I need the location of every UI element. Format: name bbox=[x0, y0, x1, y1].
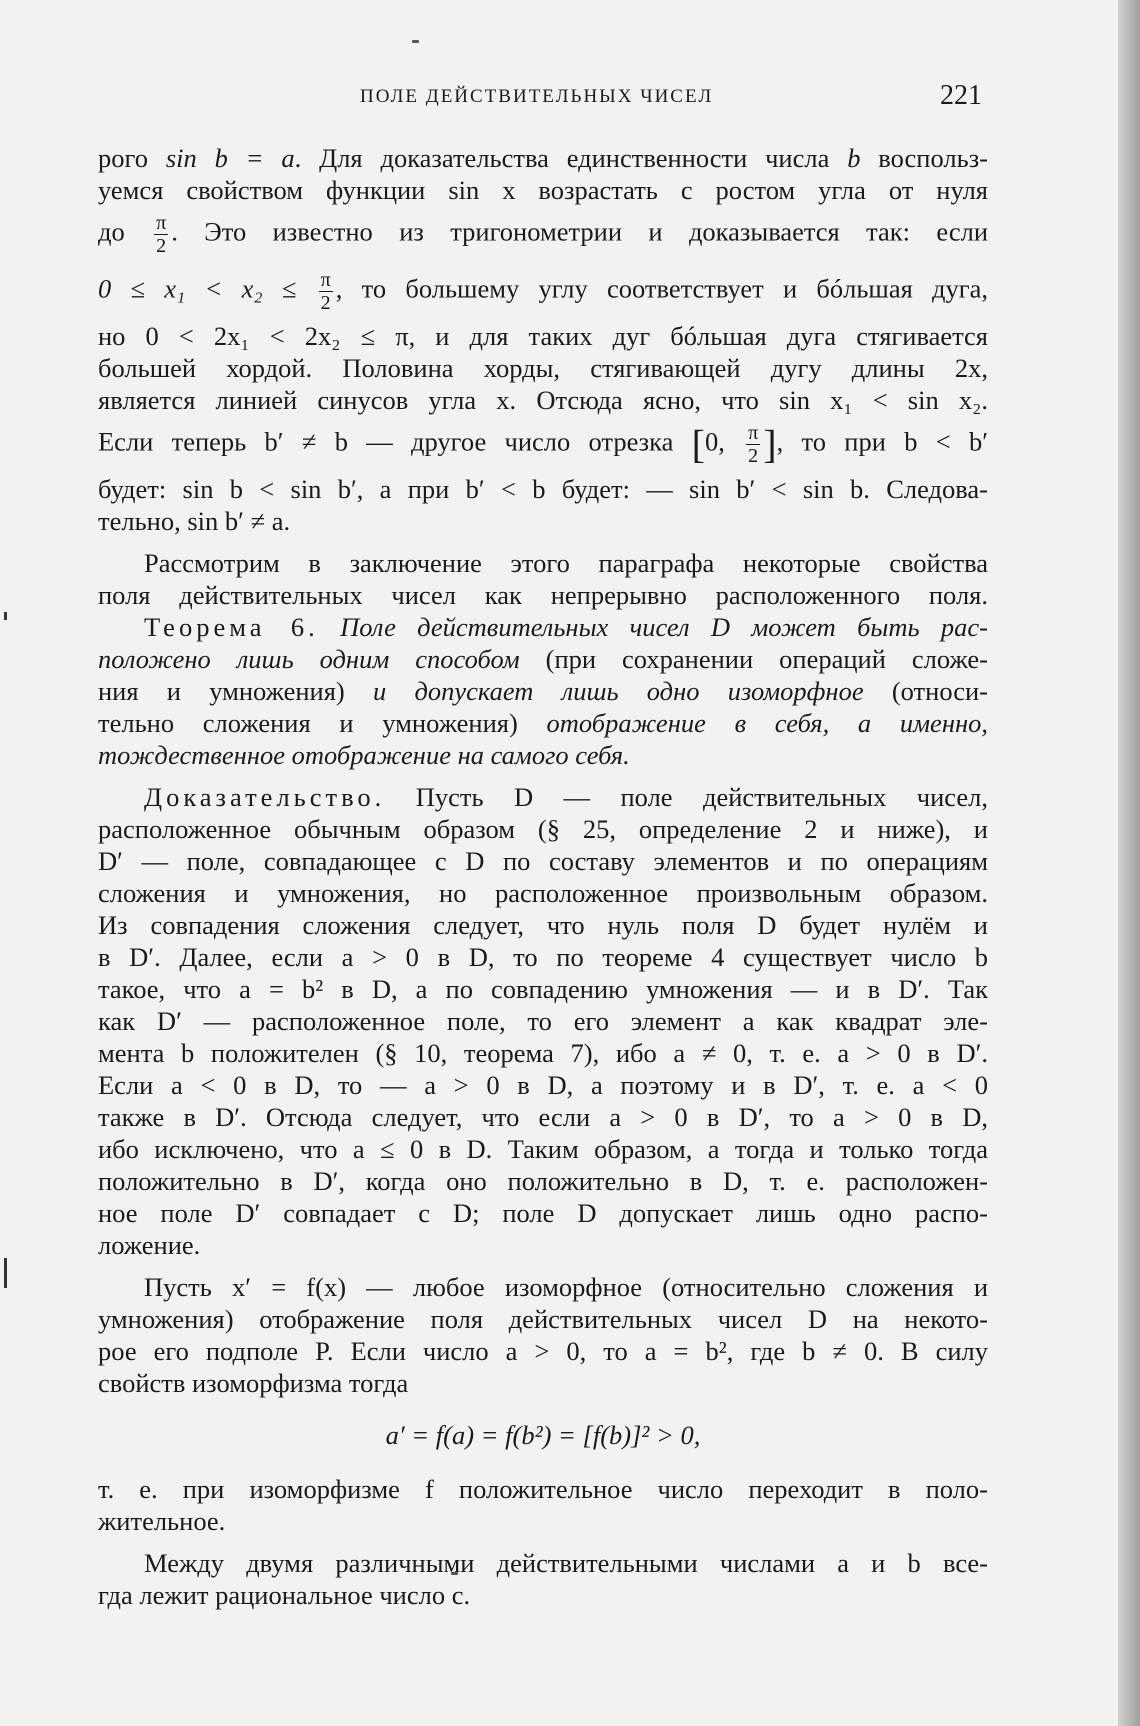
text-line: в D′. Далее, если a > 0 в D, то по теореме 4 существует число b bbox=[98, 942, 988, 972]
page-number: 221 bbox=[940, 80, 982, 111]
text-line: D′ — поле, совпадающее с D по составу элементов и по операциям bbox=[98, 846, 988, 876]
display-formula: a′ = f(a) = f(b²) = [f(b)]² > 0, bbox=[385, 1420, 701, 1450]
text-line: как D′ — расположенное поле, то его элемент a как квадрат эле- bbox=[98, 1006, 988, 1036]
text-line: положено лишь одним способом (при сохранении операций сложе- bbox=[98, 644, 988, 674]
running-head: ПОЛЕ ДЕЙСТВИТЕЛЬНЫХ ЧИСЕЛ bbox=[360, 86, 714, 107]
text-line: большей хордой. Половина хорды, стягивающей дугу длины 2x, bbox=[98, 353, 988, 383]
page-edge-shadow bbox=[1118, 0, 1140, 1726]
text-line: тельно, sin b′ ≠ a. bbox=[98, 506, 291, 536]
text-line: Пусть x′ = f(x) — любое изоморфное (относительно сложения и bbox=[144, 1272, 988, 1302]
page-header bbox=[88, 80, 988, 120]
text-line: ложение. bbox=[98, 1230, 201, 1260]
text-line: уемся свойством функции sin x возрастать с ростом угла от нуля bbox=[98, 175, 988, 205]
text-line: мента b положителен (§ 10, теорема 7), ибо a ≠ 0, т. е. a > 0 в D′. bbox=[98, 1038, 988, 1068]
text-line: но 0 < 2x₁ < 2x₂ ≤ π, и для таких дуг бóльшая дуга стягивается bbox=[98, 321, 988, 351]
text-line: 0 ≤ x₁ < x₂ ≤ $\frac{\pi}{2}$ , то большему углу соответствует и бóльшая дуга, bbox=[98, 269, 989, 314]
text-line: ибо исключено, что a ≤ 0 в D. Таким образом, a тогда и только тогда bbox=[98, 1134, 988, 1164]
margin-mark bbox=[4, 612, 7, 620]
text-line: до $\frac{\pi}{2}$ . Это известно из тригонометрии и доказывается так: если bbox=[98, 212, 989, 257]
margin-mark bbox=[4, 1258, 7, 1288]
fraction-pi-over-2: $\frac{\pi}{2}$ bbox=[748, 422, 759, 467]
text-line: такое, что a = b² в D, а по совпадению умножения — и в D′. Так bbox=[98, 974, 988, 1004]
text-line: является линией синусов угла x. Отсюда ясно, что sin x₁ < sin x₂. bbox=[98, 385, 988, 415]
text-line: ния и умножения) и допускает лишь одно изоморфное (относи- bbox=[98, 676, 988, 706]
text-line: тельно сложения и умножения) отображение в себя, а именно, bbox=[98, 708, 988, 738]
text-line: рого sin b = a. Для доказательства единственности числа b воспольз- bbox=[98, 143, 988, 173]
theorem-heading-line: Теорема 6. Поле действительных чисел D может быть рас- bbox=[144, 612, 988, 642]
text-line: положительно в D′, когда оно положительно в D, т. е. расположен- bbox=[98, 1166, 988, 1196]
text-line: Если a < 0 в D, то — a > 0 в D, а поэтому и в D′, т. е. a < 0 bbox=[98, 1070, 988, 1100]
text-line: умножения) отображение поля действительных чисел D на некото- bbox=[98, 1304, 988, 1334]
fraction-pi-over-2: $\frac{\pi}{2}$ bbox=[320, 269, 331, 314]
text-line: Рассмотрим в заключение этого параграфа некоторые свойства bbox=[144, 548, 988, 578]
text-line: тождественное отображение на самого себя. bbox=[98, 740, 630, 770]
print-speck bbox=[412, 40, 419, 43]
text-line: сложения и умножения, но расположенное произвольным образом. bbox=[98, 878, 988, 908]
text-line: рое его подполе P. Если число a > 0, то a = b², где b ≠ 0. В силу bbox=[98, 1336, 988, 1366]
text-line: поля действительных чисел как непрерывно расположенного поля. bbox=[98, 580, 988, 610]
text-line: Из совпадения сложения следует, что нуль поля D будет нулём и bbox=[98, 910, 988, 940]
proof-heading-line: Доказательство. Пусть D — поле действительных чисел, bbox=[144, 782, 988, 812]
body-text bbox=[98, 142, 988, 1611]
text-line: жительное. bbox=[98, 1506, 226, 1536]
text-line: Между двумя различными действительными числами a и b все- bbox=[144, 1548, 988, 1578]
text-line: расположенное обычным образом (§ 25, определение 2 и ниже), и bbox=[98, 814, 988, 844]
fraction-pi-over-2: $\frac{\pi}{2}$ bbox=[156, 212, 167, 257]
text-line: также в D′. Отсюда следует, что если a > 0 в D′, то a > 0 в D, bbox=[98, 1102, 988, 1132]
text-line: будет: sin b < sin b′, а при b′ < b будет: — sin b′ < sin b. Следова- bbox=[98, 474, 988, 504]
text-line: ное поле D′ совпадает с D; поле D допускает лишь одно распо- bbox=[98, 1198, 988, 1228]
text-line: т. е. при изоморфизме f положительное число переходит в поло- bbox=[98, 1474, 988, 1504]
text-line: свойств изоморфизма тогда bbox=[98, 1368, 409, 1398]
text-line: гда лежит рациональное число c. bbox=[98, 1580, 471, 1610]
text-line: Если теперь b′ ≠ b — другое число отрезка [0, $\frac{\pi}{2}$ ], то при b < b′ bbox=[98, 421, 989, 467]
